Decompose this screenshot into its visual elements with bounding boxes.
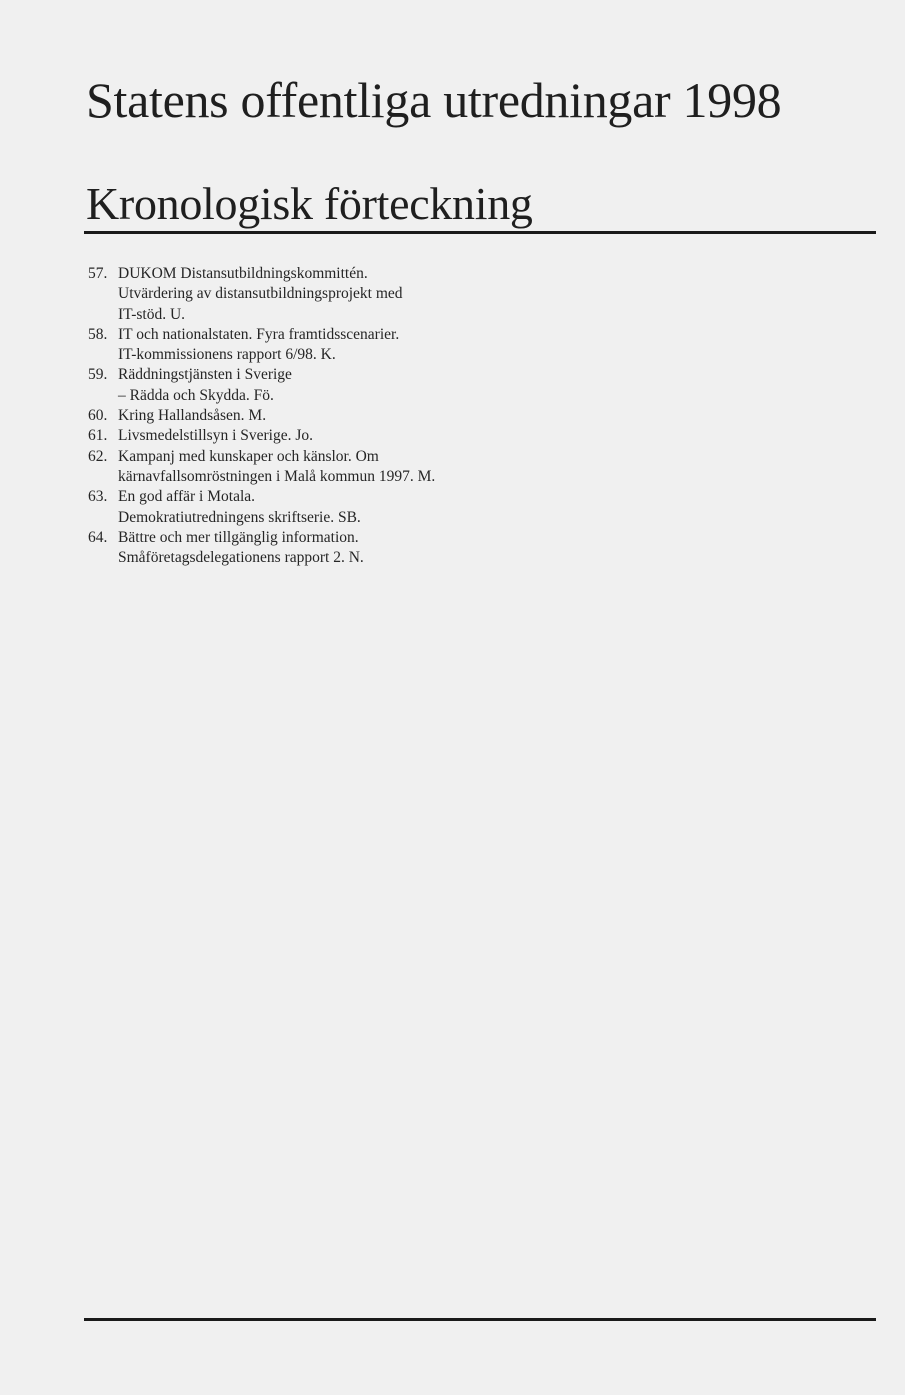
publication-list bbox=[88, 264, 608, 568]
entry-line: Räddningstjänsten i Sverige bbox=[118, 366, 292, 384]
entry-number: 63. bbox=[88, 488, 108, 506]
entry-text bbox=[118, 426, 608, 446]
entry-line: En god affär i Motala. bbox=[118, 488, 256, 506]
entry-text bbox=[118, 365, 608, 406]
list-item bbox=[88, 365, 608, 406]
section-heading: Kronologisk förteckning bbox=[86, 178, 533, 229]
entry-line: Demokratiutredningens skriftserie. SB. bbox=[118, 508, 361, 526]
entry-number: 58. bbox=[88, 325, 108, 343]
entry-line: IT-kommissionens rapport 6/98. K. bbox=[118, 346, 336, 364]
entry-line: – Rädda och Skydda. Fö. bbox=[118, 386, 274, 404]
document-title: Statens offentliga utredningar 1998 bbox=[86, 72, 782, 128]
heading-divider bbox=[84, 231, 876, 234]
footer-divider bbox=[84, 1318, 876, 1321]
entry-text bbox=[118, 264, 608, 325]
list-item bbox=[88, 447, 608, 488]
entry-number: 62. bbox=[88, 447, 108, 465]
entry-line: DUKOM Distansutbildningskommittén. bbox=[118, 265, 368, 282]
list-item bbox=[88, 325, 608, 366]
entry-text bbox=[118, 325, 608, 366]
entry-text bbox=[118, 487, 608, 528]
entry-line: Livsmedelstillsyn i Sverige. Jo. bbox=[118, 427, 314, 445]
entry-number: 59. bbox=[88, 366, 108, 384]
entry-text bbox=[118, 528, 608, 569]
entry-line: Bättre och mer tillgänglig information. bbox=[118, 528, 359, 546]
list-item bbox=[88, 264, 608, 325]
entry-text bbox=[118, 447, 608, 488]
entry-line: kärnavfallsomröstningen i Malå kommun 1997. M. bbox=[118, 467, 436, 485]
entry-line: Kampanj med kunskaper och känslor. Om bbox=[118, 447, 379, 465]
list-item bbox=[88, 426, 608, 446]
entry-line: Utvärdering av distansutbildningsprojekt med bbox=[118, 285, 403, 303]
entry-line: IT-stöd. U. bbox=[118, 305, 186, 323]
entry-number: 60. bbox=[88, 407, 108, 425]
entry-line: Kring Hallandsåsen. M. bbox=[118, 407, 267, 425]
list-item bbox=[88, 406, 608, 426]
entry-number: 57. bbox=[88, 265, 108, 282]
entry-number: 64. bbox=[88, 528, 108, 546]
list-item bbox=[88, 528, 608, 569]
entry-line: Småföretagsdelegationens rapport 2. N. bbox=[118, 549, 364, 567]
entry-text bbox=[118, 406, 608, 426]
entry-number: 61. bbox=[88, 427, 108, 445]
entry-line: IT och nationalstaten. Fyra framtidsscenarier. bbox=[118, 325, 400, 343]
list-item bbox=[88, 487, 608, 528]
